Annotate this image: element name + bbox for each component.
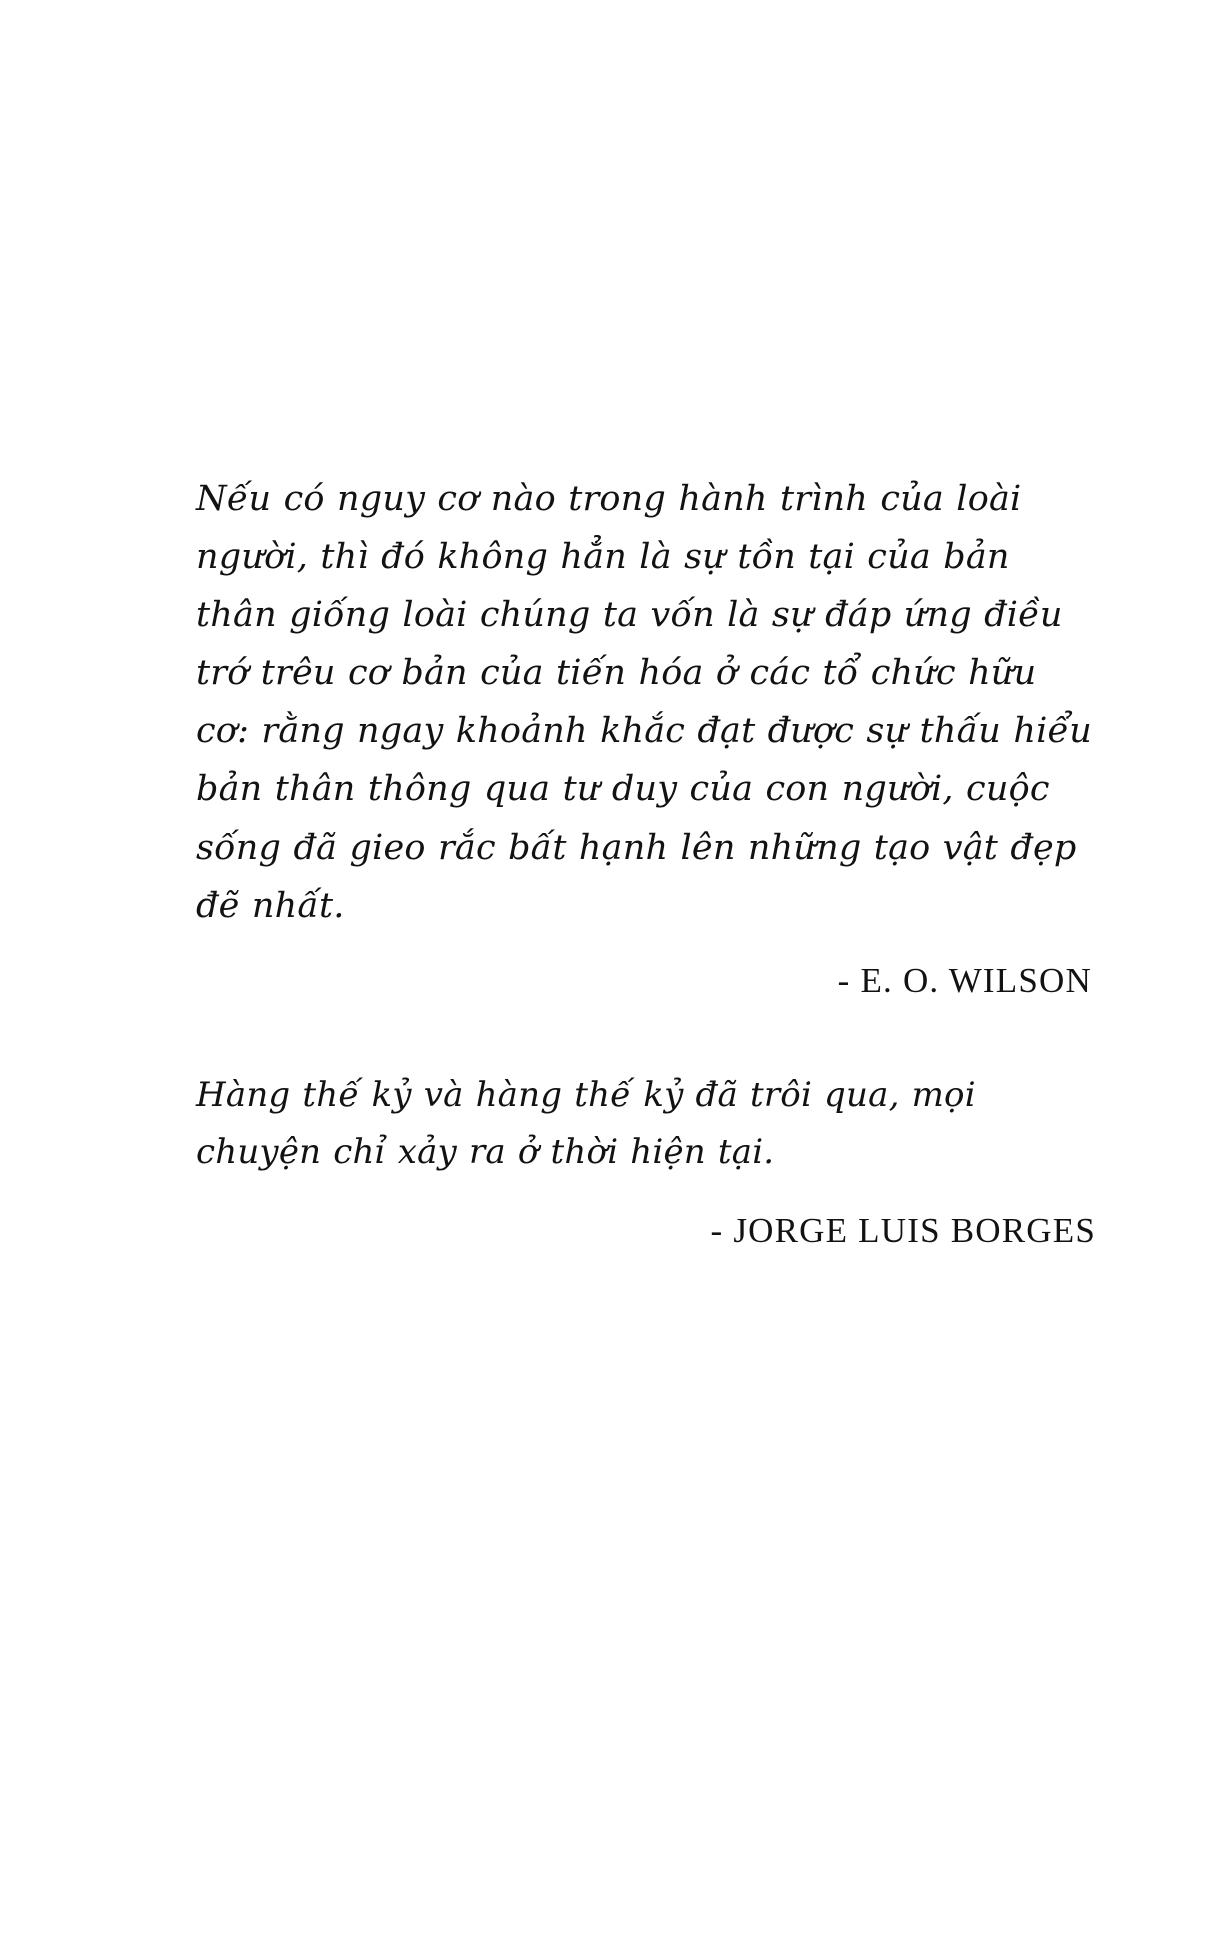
epigraph-container	[196, 470, 1096, 1251]
quote-text-borges: Hàng thế kỷ và hàng thế kỷ đã trôi qua, mọi chuyện chỉ xảy ra ở thời hiện tại.	[196, 1074, 976, 1172]
quote-attribution-wilson: - E. O. WILSON	[837, 960, 1092, 1000]
quote-text-wilson: Nếu có nguy cơ nào trong hành trình của loài người, thì đó không hẳn là sự tồn tại của bản thân giống loài chúng ta vốn là sự đáp ứng điều trớ trêu cơ bản của tiến hóa ở các tổ chức hữu cơ: rằng ngay khoảnh khắc đạt được sự thấu hiểu bản thân thông qua tư duy của con người, cuộc sống đã gieo rắc bất hạnh lên những tạo vật đẹp đẽ nhất.	[196, 479, 1092, 926]
epigraph-block-borges	[196, 1067, 1096, 1251]
epigraph-block-wilson	[196, 470, 1096, 1001]
quote-attribution-borges: - JORGE LUIS BORGES	[710, 1210, 1096, 1250]
